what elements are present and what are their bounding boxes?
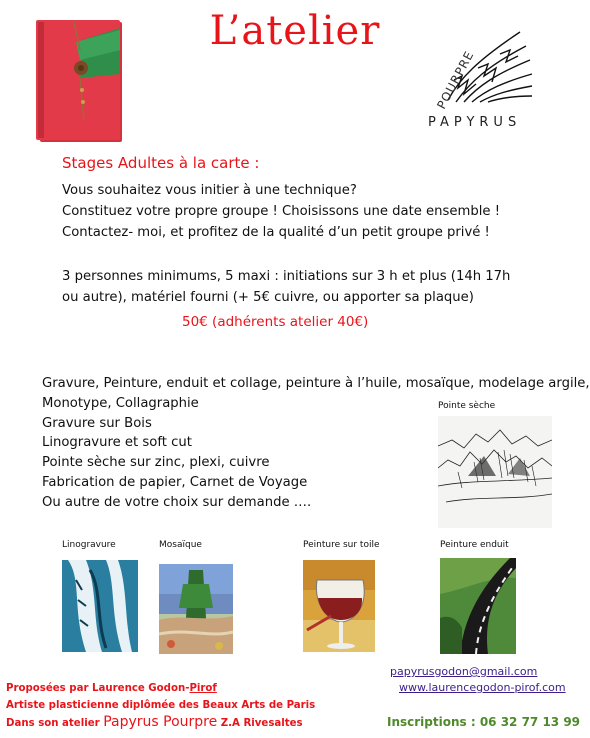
website-link[interactable]: www.laurencegodon-pirof.com: [399, 681, 566, 694]
author-name-underlined: Pirof: [189, 683, 217, 694]
mosaique-image: [159, 564, 233, 654]
logo-text-papyrus: PAPYRUS: [428, 115, 522, 130]
stages-heading: Stages Adultes à la carte :: [62, 154, 260, 172]
pointe-seche-image: [438, 416, 552, 528]
footer-credits: [6, 680, 315, 732]
caption-pointe-seche: Pointe sèche: [438, 401, 496, 411]
list-item: Pointe sèche sur zinc, plexi, cuivre: [42, 455, 270, 471]
intro-line: Constituez votre propre groupe ! Choisissons une date ensemble !: [62, 204, 500, 219]
notebook-illustration: [36, 20, 126, 146]
proposed-by-line: Proposées par Laurence Godon-Pirof: [6, 683, 217, 694]
caption-peinture-toile: Peinture sur toile: [303, 540, 380, 550]
email-link[interactable]: papyrusgodon@gmail.com: [390, 665, 538, 678]
list-item: Fabrication de papier, Carnet de Voyage: [42, 474, 308, 490]
linogravure-image: [62, 560, 138, 652]
caption-peinture-enduit: Peinture enduit: [440, 540, 509, 550]
list-item: Gravure sur Bois: [42, 415, 152, 431]
list-item: Ou autre de votre choix sur demande ….: [42, 494, 312, 510]
studio-brand: Papyrus Pourpre: [103, 714, 218, 730]
list-item: Monotype, Collagraphie: [42, 395, 199, 411]
artist-line: Artiste plasticienne diplômée des Beaux Arts de Paris: [6, 700, 316, 711]
list-item: Gravure, Peinture, enduit et collage, peinture à l’huile, mosaïque, modelage argile,: [42, 376, 590, 391]
papyrus-pourpre-logo: [408, 20, 536, 132]
caption-linogravure: Linogravure: [62, 540, 116, 550]
intro-line: Contactez- moi, et profitez de la qualité d’un petit groupe privé !: [62, 225, 490, 240]
details-text: [62, 266, 510, 308]
intro-line: Vous souhaitez vous initier à une technique?: [62, 183, 357, 198]
studio-line: Dans son atelier Papyrus Pourpre Z.A Rivesaltes: [6, 714, 303, 730]
price-text: 50€ (adhérents atelier 40€): [182, 314, 369, 330]
details-line: ou autre), matériel fourni (+ 5€ cuivre, ou apporter sa plaque): [62, 290, 474, 305]
logo-text-pourpre: POURPRE: [434, 48, 477, 112]
intro-text: [62, 180, 500, 243]
page-title: L’atelier: [209, 8, 381, 54]
peinture-toile-image: [303, 560, 375, 652]
phone-text: Inscriptions : 06 32 77 13 99: [387, 715, 581, 729]
details-line: 3 personnes minimums, 5 maxi : initiations sur 3 h et plus (14h 17h: [62, 269, 511, 284]
list-item: Linogravure et soft cut: [42, 435, 192, 451]
caption-mosaique: Mosaïque: [159, 540, 202, 550]
peinture-enduit-image: [440, 558, 516, 654]
